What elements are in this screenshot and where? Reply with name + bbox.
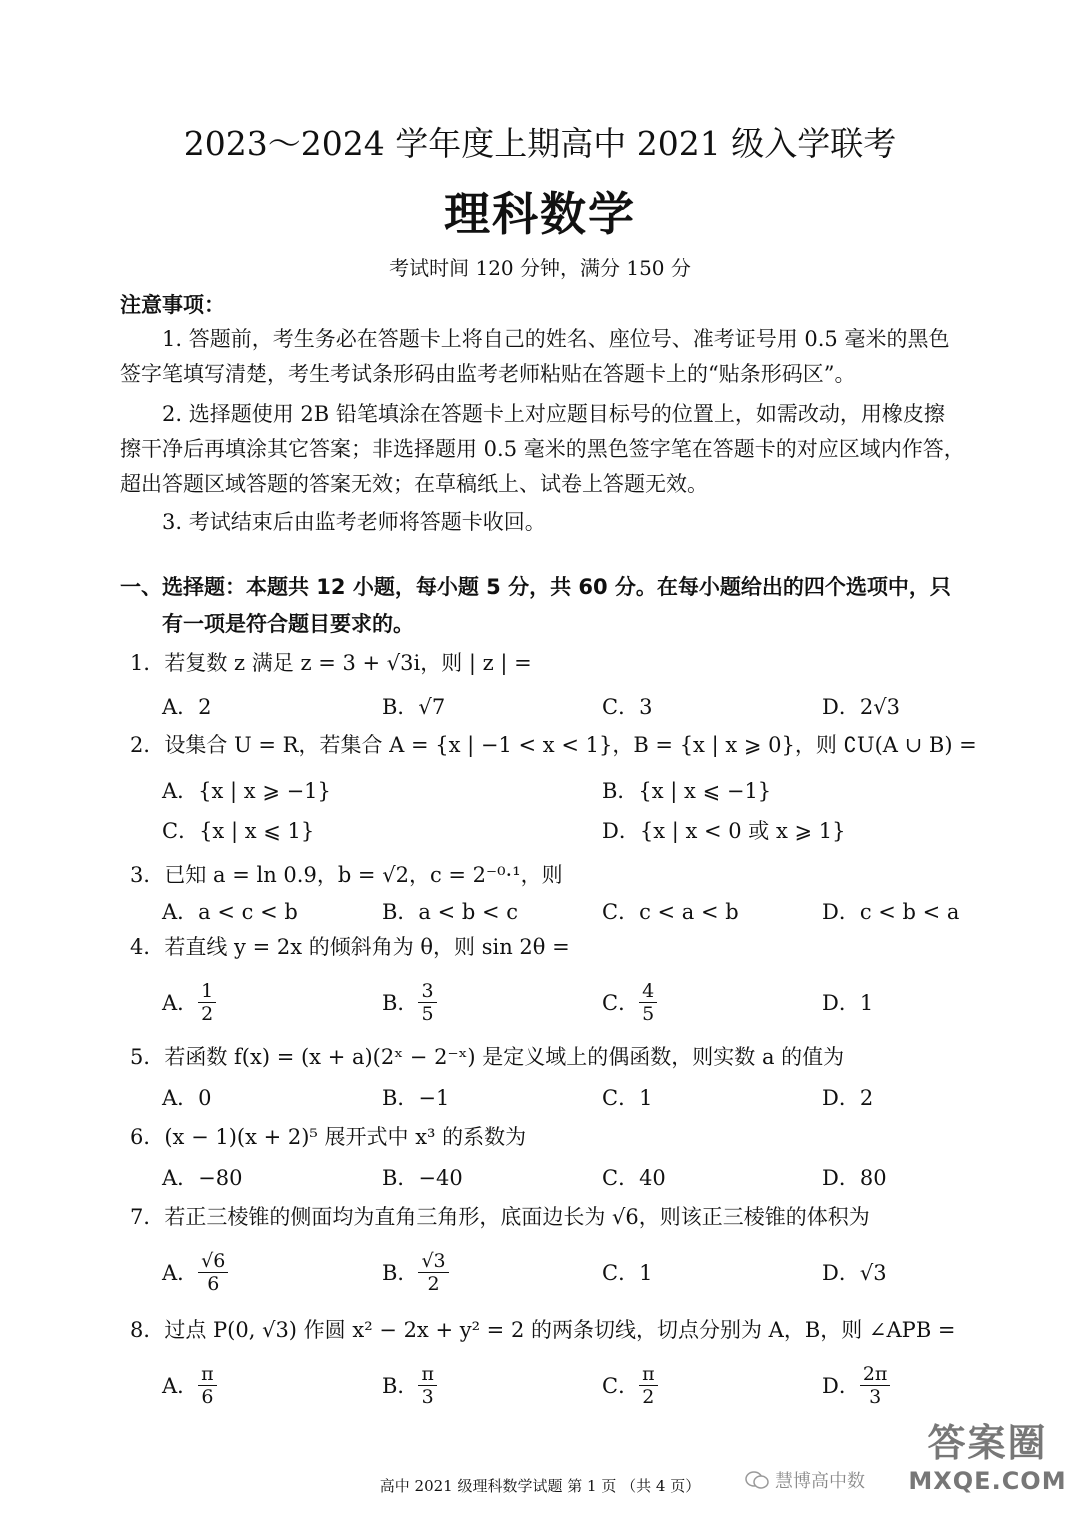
notice-line: 超出答题区域答题的答案无效；在草稿纸上、试卷上答题无效。 <box>120 472 708 496</box>
denominator: 3 <box>421 1385 434 1408</box>
notice-heading: 注意事项： <box>120 293 225 317</box>
option-label: D． <box>822 1374 860 1398</box>
question-8-options <box>0 1355 1080 1415</box>
option-a: A．0 <box>162 1086 212 1110</box>
fraction <box>418 1363 437 1408</box>
numerator: √3 <box>418 1250 448 1273</box>
denominator: 5 <box>421 1002 434 1025</box>
numerator: π <box>418 1363 437 1386</box>
option-a: A．−80 <box>162 1166 243 1190</box>
option-a: A．a < c < b <box>162 900 298 924</box>
fraction <box>198 1250 228 1295</box>
option-c: C．3 <box>602 695 653 719</box>
option-d: D．2√3 <box>822 695 900 719</box>
option-c: C．40 <box>602 1166 666 1190</box>
fraction <box>418 980 436 1025</box>
question-1-options <box>0 676 1080 736</box>
option-d <box>822 1355 890 1415</box>
option-c: C．c < a < b <box>602 900 739 924</box>
question-5-stem: 5．若函数 f(x) = (x + a)(2ˣ − 2⁻ˣ) 是定义域上的偶函数，则实数 a 的值为 <box>130 1045 845 1069</box>
option-c: C．1 <box>602 1086 653 1110</box>
numerator: 3 <box>418 980 436 1003</box>
exam-info: 考试时间 120 分钟，满分 150 分 <box>389 256 691 280</box>
question-5-options <box>0 1067 1080 1127</box>
option-b: B．{x | x ⩽ −1} <box>602 779 772 803</box>
question-3-stem: 3．已知 a = ln 0.9，b = √2，c = 2⁻⁰·¹，则 <box>130 863 563 887</box>
option-d: D．c < b < a <box>822 900 960 924</box>
question-4-stem: 4．若直线 y = 2x 的倾斜角为 θ，则 sin 2θ = <box>130 935 570 959</box>
denominator: 2 <box>427 1272 440 1295</box>
notice-line: 2. 选择题使用 2B 铅笔填涂在答题卡上对应题目标号的位置上，如需改动，用橡皮擦 <box>162 402 945 426</box>
notice-line: 3. 考试结束后由监考老师将答题卡收回。 <box>162 510 546 534</box>
option-b: B．−40 <box>382 1166 463 1190</box>
numerator: √6 <box>198 1250 228 1273</box>
numerator: π <box>639 1363 658 1386</box>
site-logo-text: 答案圈 <box>927 1421 1048 1465</box>
denominator: 5 <box>642 1002 655 1025</box>
question-2-options-row2 <box>0 800 1080 860</box>
option-c <box>602 1355 658 1415</box>
option-c <box>602 972 657 1032</box>
fraction <box>860 1363 891 1408</box>
option-label: A． <box>162 991 199 1015</box>
option-label: A． <box>162 1261 199 1285</box>
fraction <box>198 980 216 1025</box>
option-label: A． <box>162 1374 199 1398</box>
notice-line: 签字笔填写清楚，考生考试条形码由监考老师粘贴在答题卡上的“贴条形码区”。 <box>120 362 856 386</box>
option-a: A．{x | x ⩾ −1} <box>162 779 331 803</box>
question-7-stem: 7．若正三棱锥的侧面均为直角三角形，底面边长为 √6，则该正三棱锥的体积为 <box>130 1205 870 1229</box>
channel-name: 慧博高中数 <box>775 1471 865 1492</box>
numerator: 4 <box>639 980 657 1003</box>
denominator: 6 <box>201 1385 214 1408</box>
fraction <box>639 1363 658 1408</box>
option-c: C．{x | x ⩽ 1} <box>162 819 315 843</box>
denominator: 2 <box>201 1002 214 1025</box>
channel-watermark <box>745 1465 895 1495</box>
section-heading: 一、选择题：本题共 12 小题，每小题 5 分，共 60 分。在每小题给出的四个选项中，只 <box>120 575 951 599</box>
page-footer: 高中 2021 级理科数学试题 第 1 页 （共 4 页） <box>379 1477 701 1495</box>
question-6-options <box>0 1147 1080 1207</box>
option-d: D．80 <box>822 1166 887 1190</box>
option-a: A．2 <box>162 695 212 719</box>
option-d: D．2 <box>822 1086 874 1110</box>
question-2-stem: 2．设集合 U = R，若集合 A = {x | −1 < x < 1}，B = {x | x ⩾ 0}，则 ∁U(A ∪ B) = <box>130 733 977 757</box>
option-b <box>382 1242 449 1302</box>
option-label: B． <box>382 1374 419 1398</box>
notice-line: 擦干净后再填涂其它答案；非选择题用 0.5 毫米的黑色签字笔在答题卡的对应区域内作答， <box>120 437 965 461</box>
option-b <box>382 1355 437 1415</box>
question-4-options <box>0 972 1080 1032</box>
option-label: B． <box>382 991 419 1015</box>
option-b: B．√7 <box>382 695 446 719</box>
fraction <box>198 1363 217 1408</box>
question-8-stem: 8．过点 P(0, √3) 作圆 x² − 2x + y² = 2 的两条切线，切点分别为 A，B，则 ∠APB = <box>130 1318 956 1342</box>
site-watermark <box>900 1420 1075 1520</box>
numerator: 1 <box>198 980 216 1003</box>
numerator: π <box>198 1363 217 1386</box>
fraction <box>418 1250 448 1295</box>
option-a <box>162 1355 217 1415</box>
option-a <box>162 1242 228 1302</box>
option-d: D．{x | x < 0 或 x ⩾ 1} <box>602 819 846 843</box>
question-7-options <box>0 1242 1080 1302</box>
numerator: 2π <box>860 1363 891 1386</box>
denominator: 2 <box>642 1385 655 1408</box>
option-label: B． <box>382 1261 419 1285</box>
option-c: C．1 <box>602 1261 653 1285</box>
subject-title: 理科数学 <box>444 187 636 241</box>
option-d: D．1 <box>822 991 874 1015</box>
fraction <box>639 980 657 1025</box>
question-1-stem: 1．若复数 z 满足 z = 3 + √3i，则 | z | = <box>130 651 532 675</box>
option-a <box>162 972 216 1032</box>
option-b <box>382 972 437 1032</box>
option-d: D．√3 <box>822 1261 887 1285</box>
option-b: B．−1 <box>382 1086 450 1110</box>
option-b: B．a < b < c <box>382 900 519 924</box>
option-label: C． <box>602 991 640 1015</box>
section-heading-cont: 有一项是符合题目要求的。 <box>162 612 414 636</box>
option-label: C． <box>602 1374 640 1398</box>
question-6-stem: 6．(x − 1)(x + 2)⁵ 展开式中 x³ 的系数为 <box>130 1125 527 1149</box>
exam-title: 2023～2024 学年度上期高中 2021 级入学联考 <box>183 124 897 163</box>
site-url: MXQE.COM <box>908 1467 1067 1495</box>
chat-bubble-icon <box>745 1470 769 1490</box>
notice-line: 1. 答题前，考生务必在答题卡上将自己的姓名、座位号、准考证号用 0.5 毫米的黑色 <box>162 327 950 351</box>
denominator: 3 <box>869 1385 882 1408</box>
denominator: 6 <box>207 1272 220 1295</box>
